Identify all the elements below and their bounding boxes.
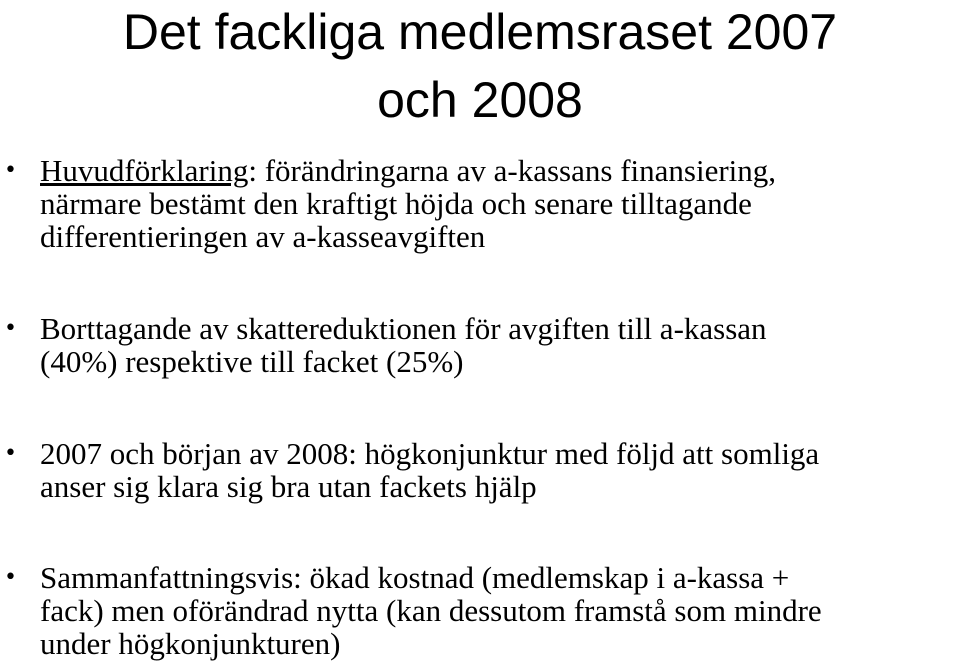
underlined-term: Huvudförklaring bbox=[40, 153, 249, 188]
bullet-line: Borttagande av skattereduktionen för avgiften till a-kassan bbox=[40, 311, 767, 346]
slide-title-line-2: och 2008 bbox=[377, 72, 583, 128]
bullet-line: differentieringen av a-kasseavgiften bbox=[40, 219, 486, 254]
bullet-icon: • bbox=[4, 316, 17, 341]
bullet-text bbox=[40, 154, 960, 253]
bullet-text bbox=[40, 437, 960, 503]
bullet-line: (40%) respektive till facket (25%) bbox=[40, 344, 464, 379]
bullet-line: fack) men oförändrad nytta (kan dessutom framstå som mindre bbox=[40, 593, 822, 628]
bullet-line: Sammanfattningsvis: ökad kostnad (medlemskap i a-kassa + bbox=[40, 560, 790, 595]
bullet-icon: • bbox=[4, 441, 17, 466]
bullet-icon: • bbox=[4, 565, 17, 590]
bullet-icon: • bbox=[4, 158, 17, 183]
bullet-line: närmare bestämt den kraftigt höjda och senare tilltagande bbox=[40, 186, 752, 221]
bullet-line bbox=[40, 154, 960, 187]
bullet-line: under högkonjunkturen) bbox=[40, 626, 341, 661]
bullet-line-rest: : förändringarna av a-kassans finansiering, bbox=[248, 153, 777, 188]
bullet-line: 2007 och början av 2008: högkonjunktur med följd att somliga bbox=[40, 436, 820, 471]
bullet-text bbox=[40, 312, 960, 378]
bullet-line: anser sig klara sig bra utan fackets hjälp bbox=[40, 469, 537, 504]
slide-title-line-1: Det fackliga medlemsraset 2007 bbox=[122, 4, 838, 60]
bullet-text bbox=[40, 561, 960, 660]
